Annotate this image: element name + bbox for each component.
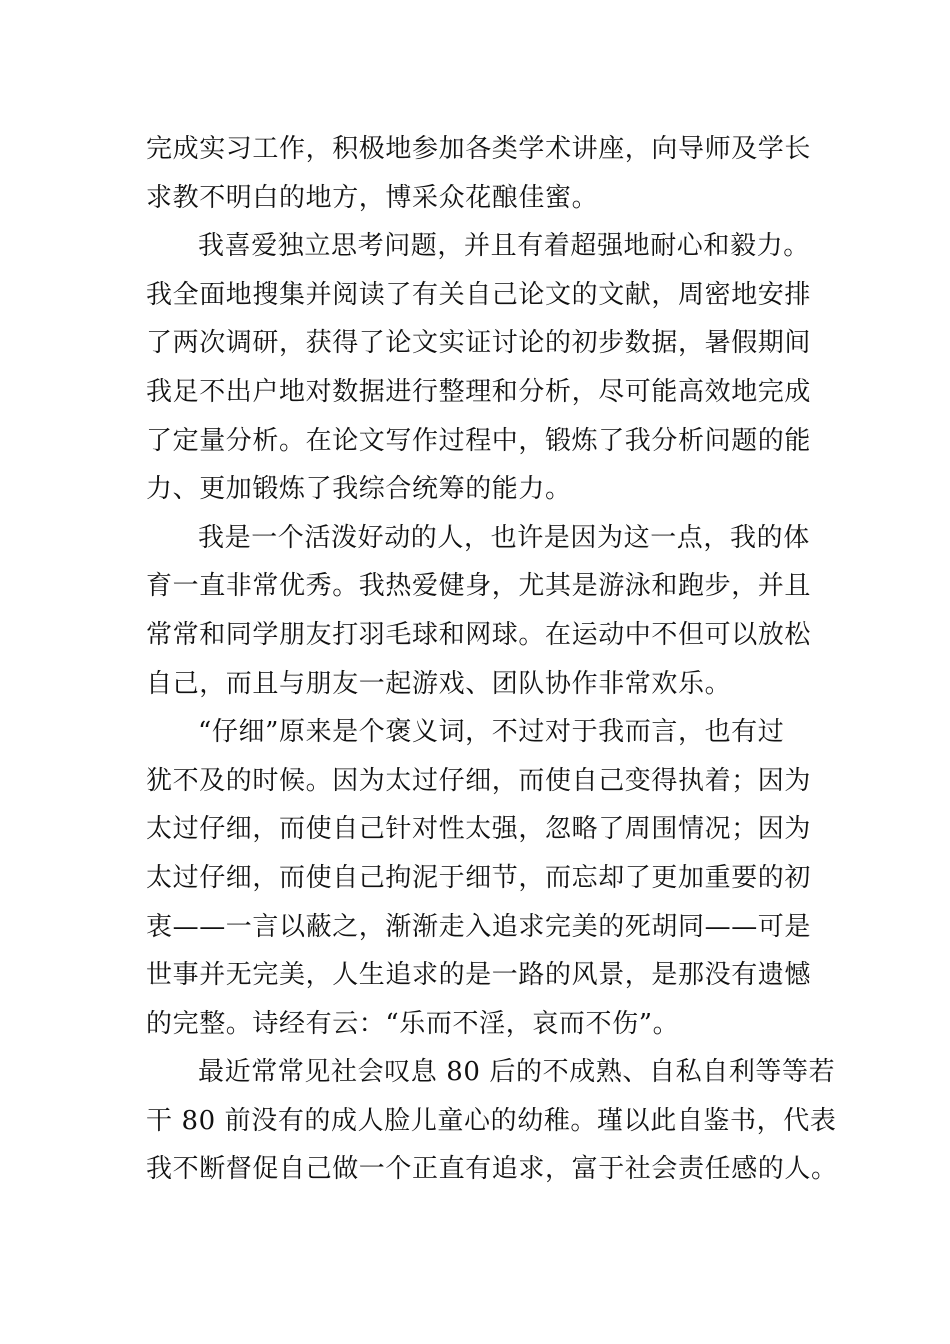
paragraph-3	[146, 514, 812, 708]
text-line: 自己，而且与朋友一起游戏、团队协作非常欢乐。	[146, 668, 732, 699]
text-line: 衷——一言以蔽之，渐渐走入追求完美的死胡同——可是	[146, 911, 812, 942]
text-line: 我全面地搜集并阅读了有关自己论文的文献，周密地安排	[146, 279, 812, 310]
paragraph-4	[146, 708, 812, 1048]
text-line: 我喜爱独立思考问题，并且有着超强地耐心和毅力。	[198, 231, 810, 262]
text-line: 完成实习工作，积极地参加各类学术讲座，向导师及学长	[146, 134, 812, 164]
text-line: 的完整。诗经有云：“乐而不淫，哀而不伤”。	[146, 1008, 680, 1039]
text-line: 常常和同学朋友打羽毛球和网球。在运动中不但可以放松	[146, 619, 812, 650]
text-line: 世事并无完美，人生追求的是一路的风景，是那没有遗憾	[146, 960, 812, 991]
paragraph-1	[146, 125, 812, 222]
text-line: 我是一个活泼好动的人，也许是因为这一点，我的体	[198, 522, 810, 553]
text-line: 犹不及的时候。因为太过仔细，而使自己变得执着；因为	[146, 765, 812, 796]
text-line: 干 80 前没有的成人脸儿童心的幼稚。瑾以此自鉴书，代表	[146, 1105, 837, 1136]
text-line: 太过仔细，而使自己针对性太强，忽略了周围情况；因为	[146, 814, 812, 845]
text-line: “仔细”原来是个褒义词，不过对于我而言，也有过	[198, 717, 785, 748]
paragraph-2	[146, 222, 812, 514]
document-body	[146, 125, 838, 1194]
text-line: 了定量分析。在论文写作过程中，锻炼了我分析问题的能	[146, 425, 812, 456]
text-line: 我不断督促自己做一个正直有追求，富于社会责任感的人。	[146, 1154, 838, 1185]
text-line: 太过仔细，而使自己拘泥于细节，而忘却了更加重要的初	[146, 862, 812, 893]
text-line: 力、更加锻炼了我综合统筹的能力。	[146, 474, 572, 505]
text-line: 育一直非常优秀。我热爱健身，尤其是游泳和跑步，并且	[146, 571, 812, 602]
paragraph-5	[146, 1048, 838, 1194]
text-line: 求教不明白的地方，博采众花酿佳蜜。	[146, 182, 599, 213]
text-line: 最近常常见社会叹息 80 后的不成熟、自私自利等等若	[198, 1057, 836, 1088]
text-line: 了两次调研，获得了论文实证讨论的初步数据，暑假期间	[146, 328, 812, 359]
text-line: 我足不出户地对数据进行整理和分析，尽可能高效地完成	[146, 376, 812, 407]
